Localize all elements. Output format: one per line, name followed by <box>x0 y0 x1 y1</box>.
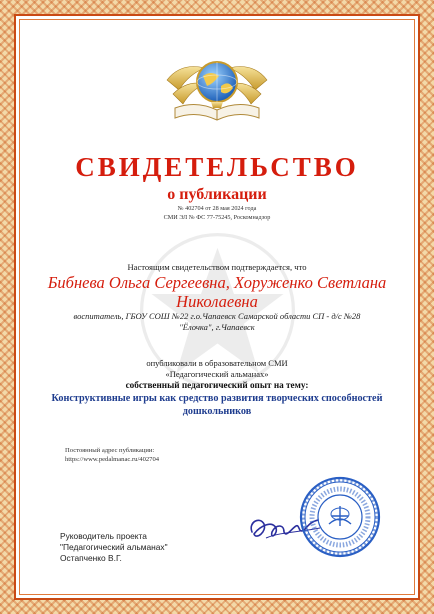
confirm-text: Настоящим свидетельством подтверждается, что <box>127 262 307 272</box>
certificate-subtitle: о публикации <box>167 186 267 203</box>
globe-book-laurel-icon <box>161 50 273 132</box>
journal-name: «Педагогический альманах» <box>165 369 269 379</box>
manager-line-2: "Педагогический альманах" <box>60 542 168 552</box>
author-position: воспитатель, ГБОУ СОШ №22 г.о.Чапаевск Самарской области СП - д/с №28 "Ёлочка", г.Чапаевск <box>73 311 361 332</box>
published-line-1: опубликовали в образовательном СМИ <box>146 358 288 368</box>
experience-text: собственный педагогический опыт на тему: <box>125 380 309 390</box>
round-seal-icon <box>299 476 381 558</box>
publication-address <box>65 446 159 464</box>
address-url[interactable]: https://www.pedalmanac.ru/402704 <box>65 456 160 463</box>
author-names: Бибнева Ольга Сергеевна, Хоруженко Светлана Николаевна <box>47 273 387 311</box>
publication-topic: Конструктивные игры как средство развития творческих способностей дошкольников <box>51 393 383 417</box>
certificate-title: СВИДЕТЕЛЬСТВО <box>75 152 359 182</box>
manager-name: Остапченко В.Г. <box>60 553 122 563</box>
manager-signature-block <box>60 531 168 564</box>
certificate-number: № 402704 от 28 мая 2024 года <box>177 205 257 212</box>
registration-number: СМИ ЭЛ № ФС 77-75245, Роскомнадзор <box>163 214 271 221</box>
manager-line-1: Руководитель проекта <box>60 531 147 541</box>
address-label: Постоянный адрес публикации: <box>65 447 155 454</box>
published-text <box>0 358 434 380</box>
